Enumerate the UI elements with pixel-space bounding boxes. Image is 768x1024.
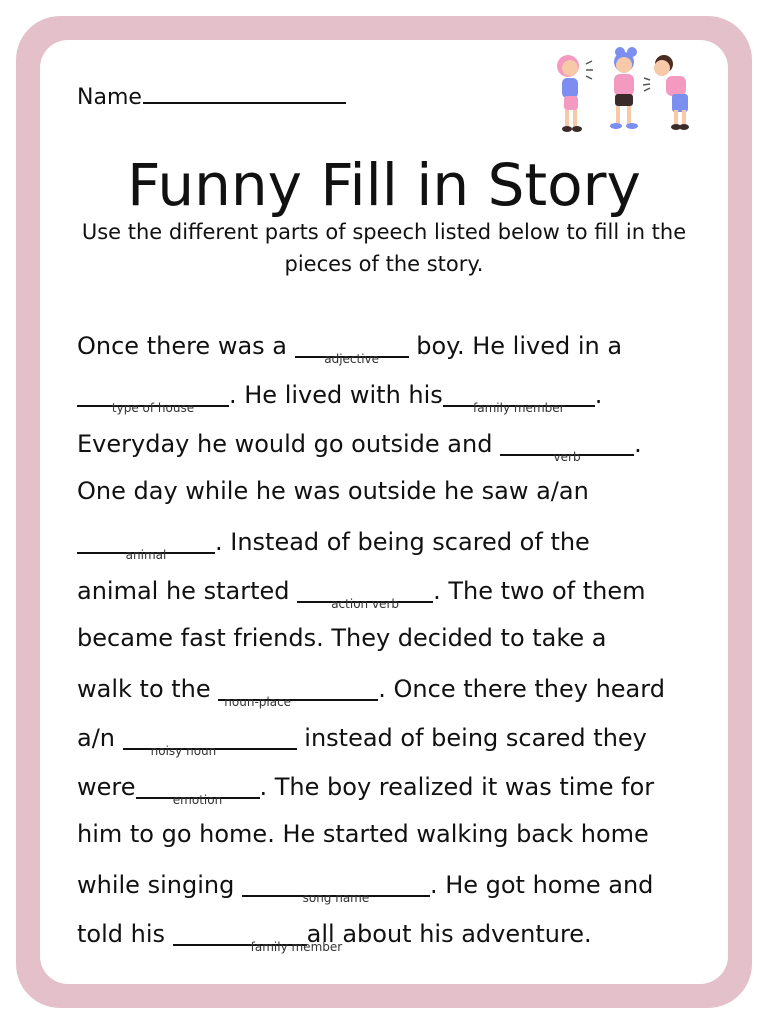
blank-hint: animal (125, 548, 167, 562)
blank-emotion[interactable] (136, 765, 260, 807)
story-text-segment: a/n (77, 724, 123, 752)
story-text-segment: told his (77, 920, 173, 948)
blank-family-member-2[interactable] (173, 912, 343, 954)
story-text-segment: . The two of them (433, 577, 646, 605)
blank-hint: verb (553, 450, 581, 464)
story-text-segment: became fast friends. They decided to take a (77, 624, 607, 652)
name-blank[interactable] (143, 80, 346, 104)
story-text-segment: Everyday he would go outside and (77, 430, 501, 458)
blank-noisy-noun[interactable] (123, 716, 297, 758)
story-text-segment: boy. He lived in a (408, 332, 623, 360)
blank-adjective[interactable] (295, 324, 409, 366)
name-label: Name (77, 85, 142, 110)
blank-hint: song name (302, 891, 370, 905)
story-line-12 (77, 863, 653, 903)
blank-hint: family member (473, 401, 565, 415)
story-text-segment: were (77, 773, 136, 801)
blank-hint: noisy noun (150, 744, 217, 758)
blank-hint: family member (250, 940, 343, 954)
story-text-segment: . He got home and (429, 871, 654, 899)
story-line-10 (77, 765, 654, 805)
story-line-5 (77, 520, 590, 560)
story-text-segment: . Once there they heard (378, 675, 665, 703)
story-line-7 (77, 618, 607, 658)
blank-hint: emotion (172, 793, 223, 807)
blank-hint: type of house (111, 401, 195, 415)
story-line-3 (77, 422, 642, 462)
blank-hint: action verb (331, 597, 399, 611)
story-text-segment: walk to the (77, 675, 219, 703)
story-text-segment: One day while he was outside he saw a/an (77, 477, 589, 505)
blank-action-verb[interactable] (297, 569, 433, 611)
name-field (77, 80, 346, 113)
blank-song-name[interactable] (242, 863, 430, 905)
story-text-segment: all about his adventure. (306, 920, 592, 948)
story-text-segment: . The boy realized it was time for (259, 773, 655, 801)
story-line-11 (77, 814, 649, 854)
blank-verb[interactable] (500, 422, 634, 464)
blank-hint: adjective (324, 352, 380, 366)
story-text-segment: . Instead of being scared of the (215, 528, 590, 556)
story-line-4 (77, 471, 589, 511)
blank-noun-place[interactable] (218, 667, 378, 709)
story-line-2 (77, 373, 602, 413)
story-line-1 (77, 324, 622, 364)
story-text-segment: him to go home. He started walking back home (77, 820, 649, 848)
blank-animal[interactable] (77, 520, 215, 562)
story-text-segment: Once there was a (77, 332, 295, 360)
story-text-segment: . (634, 430, 642, 458)
blank-type-of-house[interactable] (77, 373, 229, 415)
story-text-segment: . (594, 381, 603, 409)
story-line-6 (77, 569, 646, 609)
story-text-segment: while singing (77, 871, 242, 899)
worksheet-title: Funny Fill in Story (127, 151, 641, 219)
blank-family-member-1[interactable] (443, 373, 595, 415)
story-text-segment: . He lived with his (229, 381, 443, 409)
story-line-13 (77, 912, 592, 952)
instructions-text: Use the different parts of speech listed below to fill in the pieces of the story. (81, 220, 687, 276)
blank-hint: noun-place (224, 695, 292, 709)
story-line-8 (77, 667, 665, 707)
story-text-segment: animal he started (77, 577, 298, 605)
story-line-9 (77, 716, 647, 756)
kids-laughing-illustration (552, 44, 696, 136)
story-text-segment: instead of being scared they (296, 724, 647, 752)
